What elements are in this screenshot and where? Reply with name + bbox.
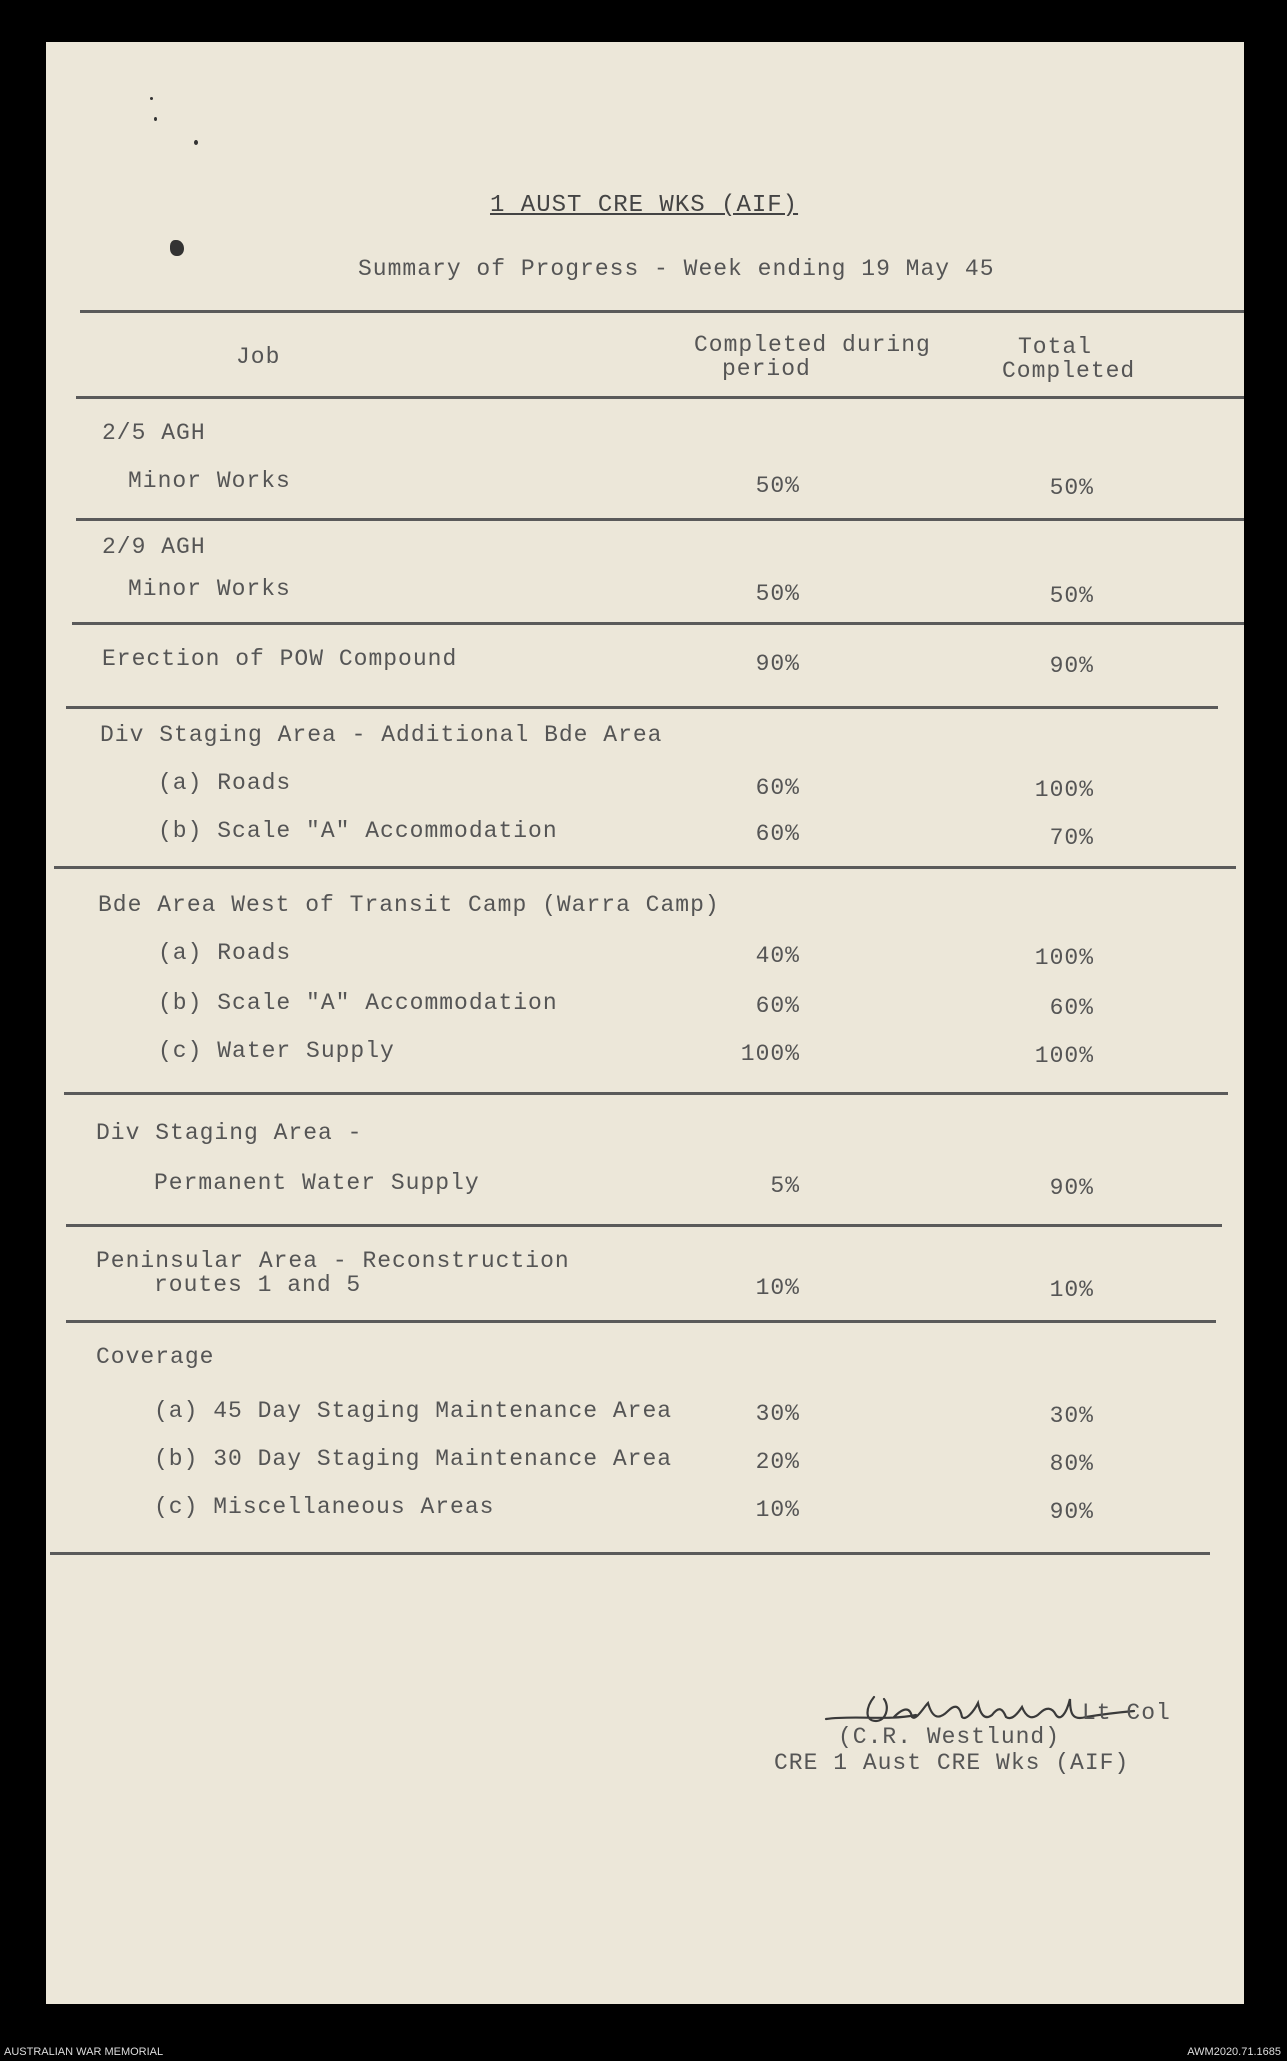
table-row-label: Div Staging Area - Additional Bde Area — [100, 722, 663, 748]
table-rule — [66, 1224, 1222, 1227]
table-cell-total: 90% — [1049, 1175, 1094, 1201]
table-rule — [66, 1320, 1216, 1323]
table-cell-period: 100% — [740, 1041, 800, 1067]
table-cell-period: 60% — [755, 775, 800, 801]
table-cell-total: 80% — [1049, 1451, 1094, 1477]
paper-speck — [170, 240, 184, 256]
table-rule — [76, 518, 1244, 521]
document-subtitle: Summary of Progress - Week ending 19 May 45 — [358, 256, 995, 282]
table-cell-period: 5% — [770, 1173, 800, 1199]
table-rule — [76, 396, 1244, 399]
column-header-period-line2: period — [722, 356, 811, 382]
table-rule — [54, 866, 1236, 869]
column-header-total-line2: Completed — [1002, 358, 1136, 384]
table-row-label: (a) Roads — [158, 770, 292, 796]
table-cell-total: 90% — [1049, 1499, 1094, 1525]
table-row-label: (a) 45 Day Staging Maintenance Area — [154, 1398, 673, 1424]
paper-speck — [194, 140, 198, 145]
table-row-label: Minor Works — [128, 468, 291, 494]
table-cell-total: 90% — [1049, 653, 1094, 679]
table-cell-total: 50% — [1049, 583, 1094, 609]
table-cell-period: 40% — [755, 943, 800, 969]
table-rule — [80, 310, 1244, 313]
table-row-label: (b) 30 Day Staging Maintenance Area — [154, 1446, 673, 1472]
table-cell-period: 30% — [755, 1401, 800, 1427]
table-cell-total: 50% — [1049, 475, 1094, 501]
table-cell-period: 50% — [755, 581, 800, 607]
table-rule — [64, 1092, 1228, 1095]
table-cell-period: 90% — [755, 651, 800, 677]
signatory-rank: Lt Col — [1082, 1700, 1171, 1726]
table-cell-period: 50% — [755, 473, 800, 499]
signatory-title: CRE 1 Aust CRE Wks (AIF) — [774, 1750, 1130, 1776]
table-cell-period: 20% — [755, 1449, 800, 1475]
table-cell-period: 60% — [755, 821, 800, 847]
table-row-label: Minor Works — [128, 576, 291, 602]
table-row-label: (b) Scale "A" Accommodation — [158, 818, 558, 844]
table-row-label: (a) Roads — [158, 940, 292, 966]
paper-speck — [154, 117, 157, 121]
paper-speck — [150, 97, 153, 100]
column-header-total-line1: Total — [1018, 334, 1093, 360]
column-header-period-line1: Completed during — [694, 332, 931, 358]
table-row-label: routes 1 and 5 — [154, 1272, 362, 1298]
table-row-label: (c) Miscellaneous Areas — [154, 1494, 495, 1520]
archive-reference: AWM2020.71.1685 — [1187, 2046, 1281, 2058]
table-cell-total: 100% — [1034, 777, 1094, 803]
table-cell-period: 10% — [755, 1275, 800, 1301]
column-header-job: Job — [236, 344, 281, 370]
archive-credit: AUSTRALIAN WAR MEMORIAL — [4, 2046, 164, 2058]
table-cell-total: 100% — [1034, 1043, 1094, 1069]
table-rule — [50, 1552, 1210, 1555]
table-row-label: Coverage — [96, 1344, 215, 1370]
table-cell-total: 100% — [1034, 945, 1094, 971]
table-cell-total: 70% — [1049, 825, 1094, 851]
table-row-label: Permanent Water Supply — [154, 1170, 480, 1196]
table-row-label: 2/9 AGH — [102, 534, 206, 560]
document-title: 1 AUST CRE WKS (AIF) — [490, 192, 799, 219]
table-cell-total: 10% — [1049, 1277, 1094, 1303]
table-cell-period: 10% — [755, 1497, 800, 1523]
table-cell-total: 60% — [1049, 995, 1094, 1021]
table-row-label: Peninsular Area - Reconstruction — [96, 1248, 570, 1274]
table-row-label: Erection of POW Compound — [102, 646, 458, 672]
table-row-label: (b) Scale "A" Accommodation — [158, 990, 558, 1016]
document-page — [46, 42, 1244, 2004]
signatory-name: (C.R. Westlund) — [838, 1724, 1061, 1750]
table-rule — [72, 622, 1244, 625]
table-row-label: Div Staging Area - — [96, 1120, 363, 1146]
table-rule — [66, 706, 1218, 709]
table-cell-period: 60% — [755, 993, 800, 1019]
table-row-label: 2/5 AGH — [102, 420, 206, 446]
table-row-label: Bde Area West of Transit Camp (Warra Camp) — [98, 892, 720, 918]
table-row-label: (c) Water Supply — [158, 1038, 395, 1064]
table-cell-total: 30% — [1049, 1403, 1094, 1429]
